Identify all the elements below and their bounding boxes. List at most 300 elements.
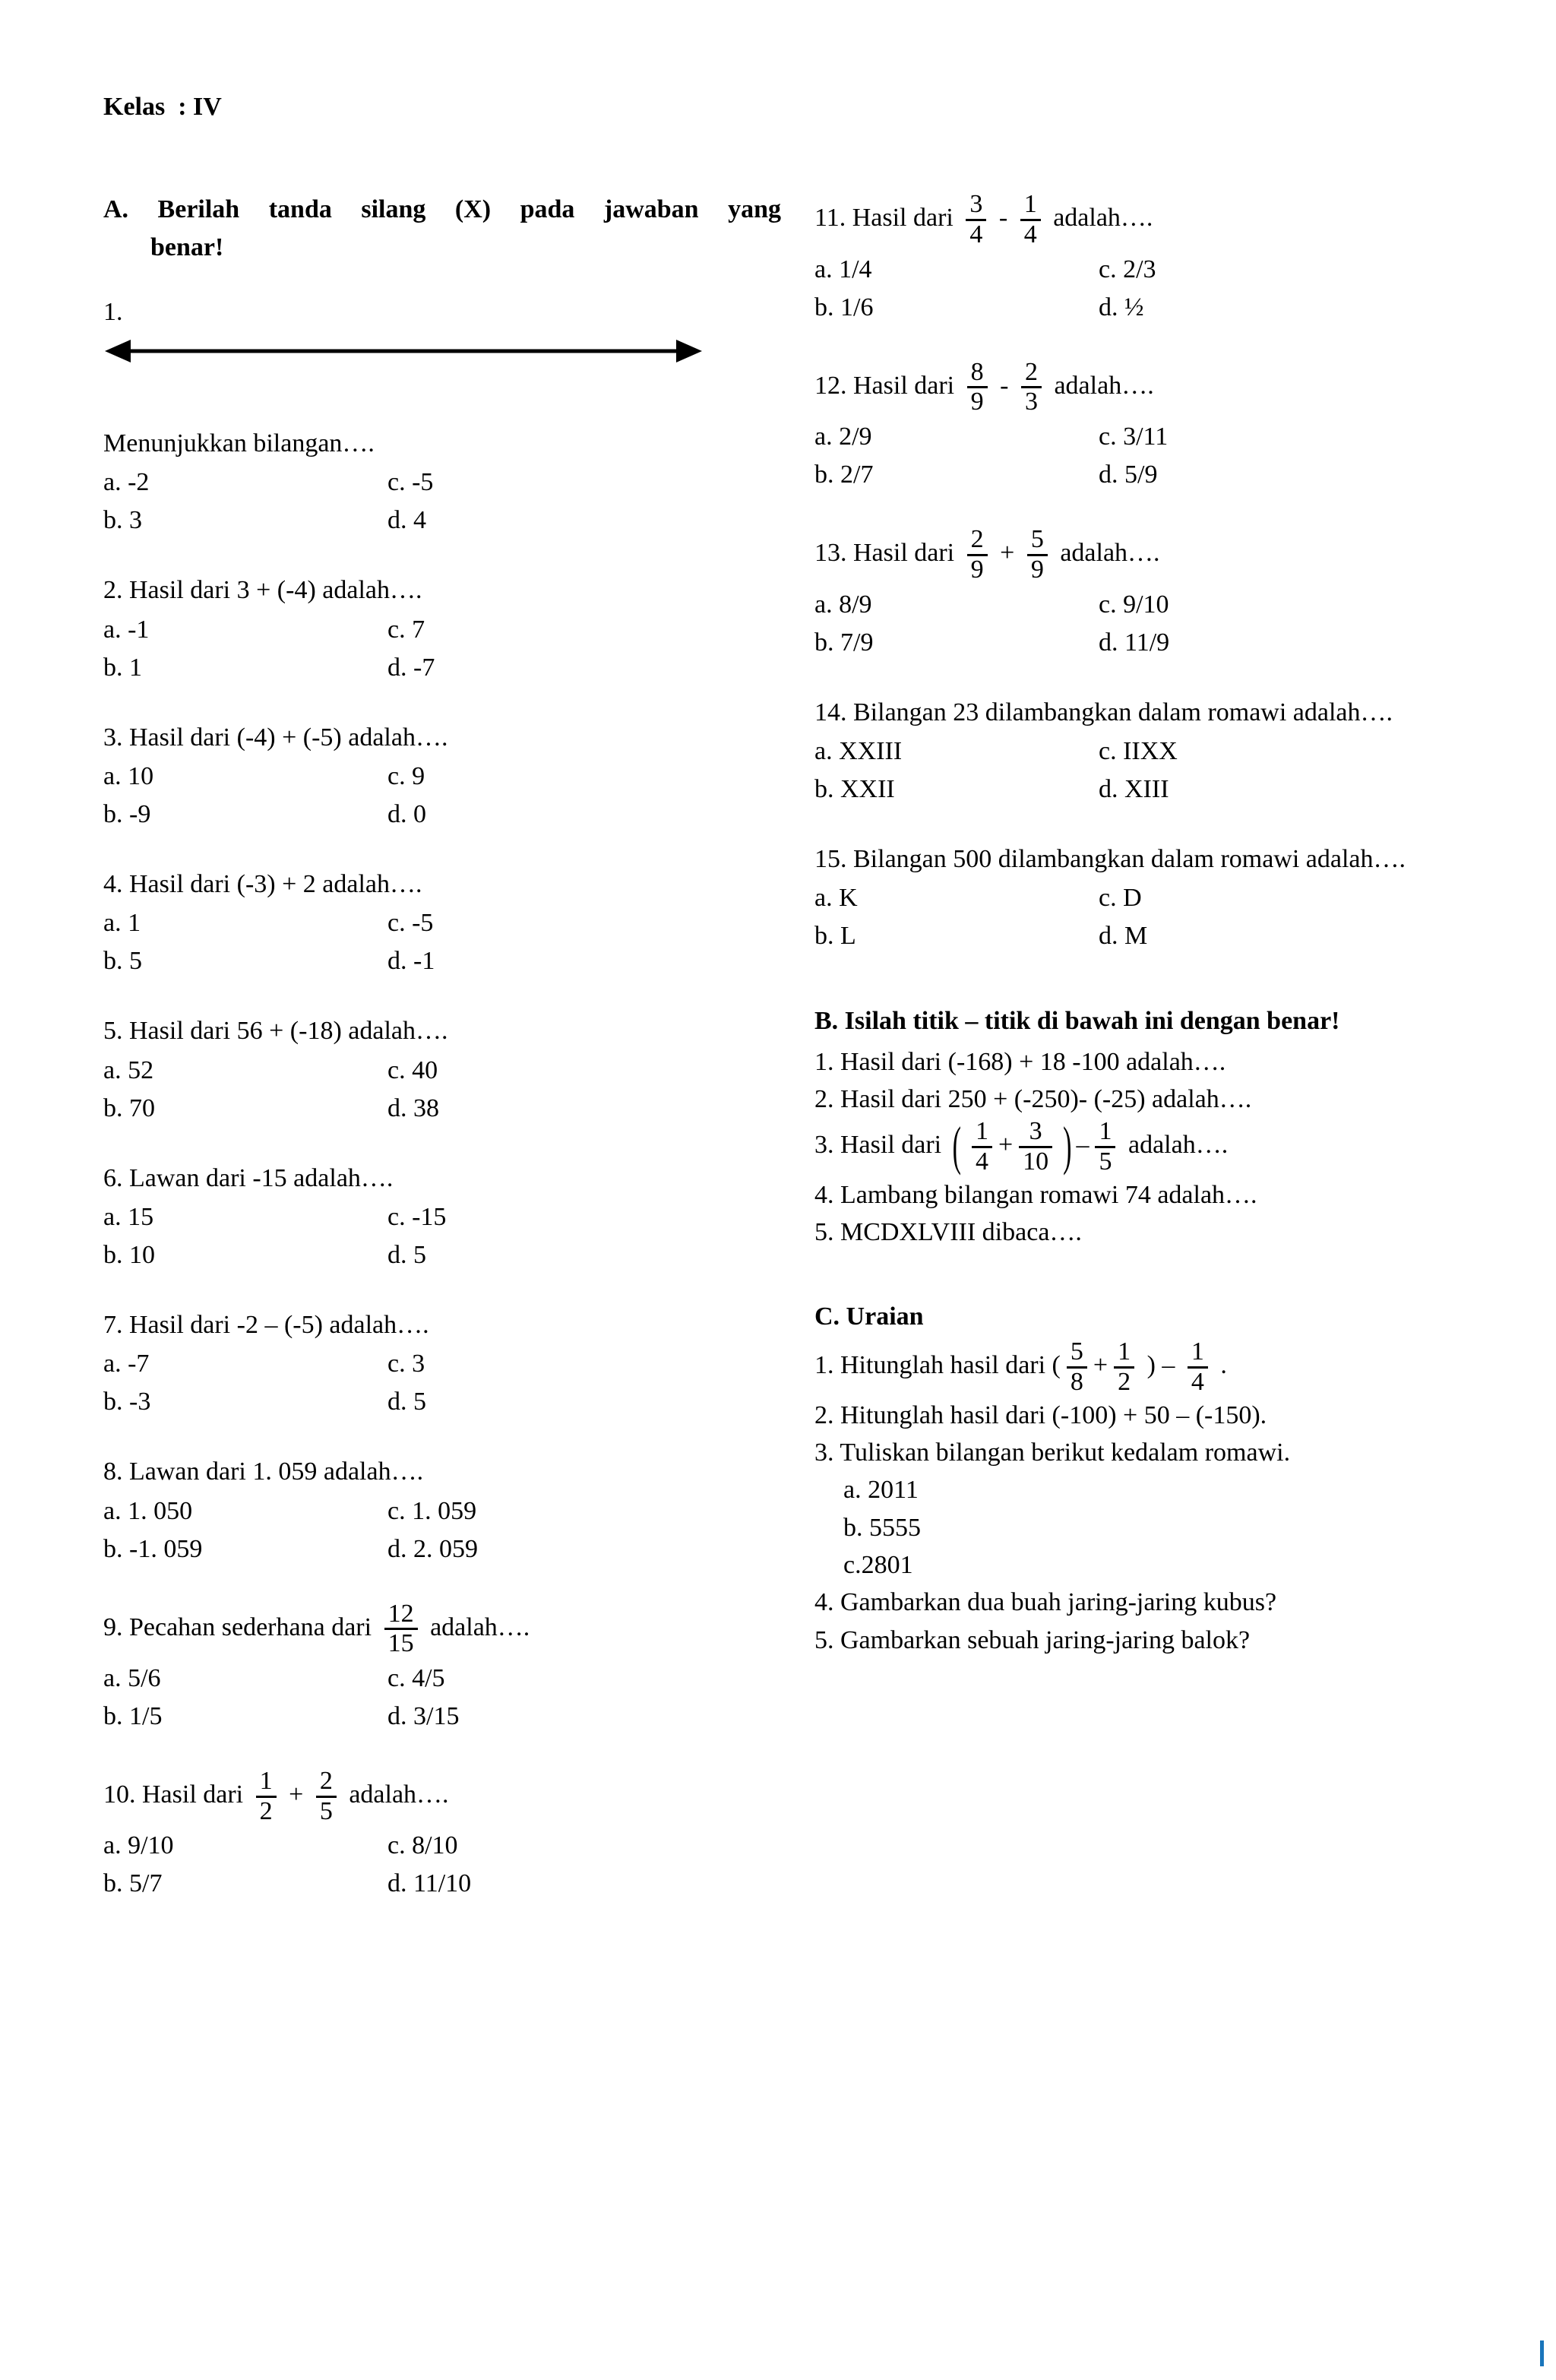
option-letter: d. bbox=[387, 947, 413, 976]
option-letter: b. bbox=[103, 1240, 129, 1269]
option-letter: d. bbox=[387, 1093, 413, 1122]
option-letter: c. bbox=[387, 1664, 413, 1692]
option-letter: a. bbox=[103, 1831, 128, 1860]
answer-option bbox=[387, 1236, 781, 1274]
option-value: 5/9 bbox=[1124, 460, 1158, 489]
text-run: 9. Pecahan sederhana dari bbox=[103, 1613, 378, 1641]
text-run: 6. Lawan dari -15 adalah…. bbox=[103, 1163, 394, 1192]
answer-option bbox=[387, 1698, 781, 1736]
answer-option bbox=[103, 1865, 387, 1903]
section-c-items bbox=[814, 1338, 1483, 1659]
question-block bbox=[103, 866, 781, 980]
fraction bbox=[1019, 1118, 1052, 1176]
option-letter: d. bbox=[1099, 628, 1124, 657]
question-block bbox=[814, 526, 1483, 661]
option-value: 5 bbox=[413, 1240, 426, 1269]
options-grid bbox=[814, 418, 1483, 494]
option-letter: c. bbox=[1099, 736, 1124, 765]
text-run: adalah…. bbox=[1046, 204, 1153, 233]
answer-option bbox=[814, 917, 1099, 955]
option-letter: d. bbox=[387, 1702, 413, 1730]
answer-option bbox=[814, 251, 1099, 289]
option-letter: b. bbox=[103, 1702, 129, 1730]
option-letter: c. bbox=[387, 1496, 413, 1525]
option-letter: a. bbox=[103, 1055, 128, 1084]
option-letter: a. bbox=[814, 590, 840, 619]
section-b-item bbox=[814, 1176, 1483, 1214]
fraction bbox=[1020, 191, 1041, 248]
text-run: c.2801 bbox=[843, 1551, 913, 1580]
section-a-title bbox=[103, 191, 781, 266]
question-block bbox=[103, 1160, 781, 1274]
option-letter: b. bbox=[103, 1388, 129, 1416]
section-b-item bbox=[814, 1118, 1483, 1176]
question-block bbox=[103, 1012, 781, 1127]
option-value: -1 bbox=[128, 615, 150, 644]
option-letter: d. bbox=[387, 800, 413, 829]
option-letter: c. bbox=[387, 468, 413, 497]
option-letter: d. bbox=[1099, 922, 1124, 951]
section-c-item bbox=[814, 1434, 1483, 1471]
option-letter: b. bbox=[103, 947, 129, 976]
answer-option bbox=[387, 1492, 781, 1530]
text-run: 8. Lawan dari 1. 059 adalah…. bbox=[103, 1457, 424, 1486]
option-value: 2/9 bbox=[839, 423, 872, 451]
option-value: 1/6 bbox=[840, 293, 874, 321]
option-letter: d. bbox=[387, 653, 413, 682]
option-value: 70 bbox=[129, 1093, 155, 1122]
section-c-item bbox=[814, 1509, 1483, 1546]
option-value: 11/9 bbox=[1124, 628, 1170, 657]
options-grid bbox=[103, 1052, 781, 1128]
option-value: 2/3 bbox=[1123, 255, 1156, 283]
text-run: adalah…. bbox=[342, 1780, 449, 1809]
text-run: - bbox=[992, 204, 1014, 233]
blue-cursor-mark bbox=[1540, 2340, 1544, 2366]
answer-option bbox=[387, 502, 781, 540]
option-letter: b. bbox=[814, 293, 840, 321]
answer-option bbox=[1099, 289, 1483, 327]
section-b-item bbox=[814, 1214, 1483, 1251]
answer-option bbox=[103, 649, 387, 687]
fraction-numerator: 2 bbox=[319, 1767, 333, 1795]
options-grid bbox=[103, 1198, 781, 1274]
text-run: 1. Hasil dari (-168) + 18 -100 adalah…. bbox=[814, 1047, 1226, 1076]
answer-option bbox=[814, 733, 1099, 771]
answer-option bbox=[1099, 917, 1483, 955]
question-block bbox=[814, 840, 1483, 955]
option-letter: b. bbox=[103, 506, 129, 535]
section-c-item bbox=[814, 1584, 1483, 1621]
option-letter: c. bbox=[387, 1202, 413, 1231]
text-run: + bbox=[993, 539, 1021, 568]
option-value: 10 bbox=[129, 1240, 155, 1269]
option-letter: d. bbox=[387, 506, 413, 535]
option-value: 7/9 bbox=[840, 628, 874, 657]
question-prompt bbox=[103, 1600, 781, 1658]
answer-option bbox=[814, 456, 1099, 494]
option-letter: b. bbox=[814, 628, 840, 657]
fraction-denominator: 5 bbox=[1095, 1146, 1115, 1176]
option-letter: a. bbox=[814, 255, 840, 283]
fraction bbox=[384, 1600, 418, 1658]
option-letter: a. bbox=[103, 762, 128, 791]
answer-option bbox=[103, 1492, 387, 1530]
option-value: M bbox=[1124, 922, 1148, 951]
answer-option bbox=[387, 942, 781, 980]
fraction-numerator: 8 bbox=[970, 357, 984, 386]
fraction-denominator: 15 bbox=[384, 1628, 418, 1658]
text-run: + bbox=[1093, 1351, 1108, 1380]
option-letter: a. bbox=[814, 884, 840, 913]
option-value: 1/4 bbox=[839, 255, 872, 283]
answer-option bbox=[814, 624, 1099, 662]
option-value: 8/9 bbox=[839, 590, 872, 619]
option-value: 15 bbox=[128, 1202, 154, 1231]
answer-option bbox=[387, 1345, 781, 1383]
fraction-numerator: 1 bbox=[1023, 190, 1037, 219]
fraction-denominator: 2 bbox=[1114, 1366, 1134, 1397]
option-letter: b. bbox=[814, 460, 840, 489]
option-value: 9 bbox=[412, 762, 425, 791]
fraction bbox=[1114, 1338, 1134, 1396]
option-value: 1 bbox=[128, 909, 141, 938]
section-b-items bbox=[814, 1043, 1483, 1252]
option-value: XXIII bbox=[839, 736, 903, 765]
fraction-numerator: 1 bbox=[1191, 1337, 1204, 1366]
fraction-numerator: 1 bbox=[1099, 1117, 1112, 1146]
text-run: + bbox=[282, 1780, 310, 1809]
option-value: 3 bbox=[412, 1350, 425, 1378]
options-grid bbox=[103, 464, 781, 540]
question-prompt bbox=[103, 1160, 781, 1197]
fraction-denominator: 9 bbox=[967, 386, 988, 416]
answer-option bbox=[387, 1827, 781, 1865]
answer-option bbox=[387, 1052, 781, 1090]
option-value: 2. 059 bbox=[413, 1534, 478, 1563]
question-block bbox=[103, 293, 781, 540]
question-prompt bbox=[103, 719, 781, 756]
text-run: 4. Gambarkan dua buah jaring-jaring kubus? bbox=[814, 1588, 1277, 1617]
fraction-denominator: 4 bbox=[1188, 1366, 1208, 1397]
answer-option bbox=[387, 1660, 781, 1698]
option-letter: b. bbox=[103, 653, 129, 682]
options-grid bbox=[103, 1660, 781, 1736]
option-value: IIXX bbox=[1123, 736, 1178, 765]
answer-option bbox=[103, 942, 387, 980]
text-run: . bbox=[1213, 1351, 1227, 1380]
class-header: Kelas : IV bbox=[103, 93, 222, 121]
option-value: XIII bbox=[1124, 774, 1169, 803]
option-letter: c. bbox=[387, 1055, 413, 1084]
option-letter: c. bbox=[1099, 884, 1124, 913]
text-run: 13. Hasil dari bbox=[814, 539, 961, 568]
option-letter: b. bbox=[103, 1093, 129, 1122]
option-letter: c. bbox=[387, 1831, 413, 1860]
options-grid bbox=[814, 251, 1483, 327]
option-value: 3/11 bbox=[1123, 423, 1169, 451]
text-run: 3. Tuliskan bilangan berikut kedalam romawi. bbox=[814, 1438, 1291, 1467]
answer-option bbox=[1099, 586, 1483, 624]
question-prompt bbox=[814, 526, 1483, 584]
text-run: Menunjukkan bilangan…. bbox=[103, 429, 375, 458]
option-letter: d. bbox=[387, 1534, 413, 1563]
answer-option bbox=[103, 502, 387, 540]
answer-option bbox=[1099, 879, 1483, 917]
answer-option bbox=[103, 758, 387, 796]
questions-1-to-10 bbox=[103, 293, 781, 1904]
option-letter: c. bbox=[1099, 423, 1124, 451]
question-prompt bbox=[814, 840, 1483, 878]
answer-option bbox=[103, 1383, 387, 1421]
option-value: 10 bbox=[128, 762, 154, 791]
question-block bbox=[103, 719, 781, 834]
fraction-numerator: 3 bbox=[969, 190, 983, 219]
fraction-numerator: 2 bbox=[1024, 357, 1038, 386]
answer-option bbox=[387, 904, 781, 942]
fraction-numerator: 2 bbox=[970, 525, 984, 554]
fraction bbox=[1188, 1338, 1208, 1396]
options-grid bbox=[814, 879, 1483, 955]
section-c bbox=[814, 1298, 1483, 1659]
option-value: -5 bbox=[412, 909, 434, 938]
right-column bbox=[814, 191, 1483, 1659]
text-run: 14. Bilangan 23 dilambangkan dalam romawi adalah…. bbox=[814, 698, 1393, 726]
text-run: adalah…. bbox=[1053, 539, 1160, 568]
option-value: 7 bbox=[412, 615, 425, 644]
option-letter: c. bbox=[387, 615, 413, 644]
option-value: ½ bbox=[1124, 293, 1144, 321]
number-line-arrow bbox=[103, 334, 781, 369]
option-value: -7 bbox=[128, 1350, 150, 1378]
fraction-numerator: 1 bbox=[1118, 1337, 1131, 1366]
question-prompt bbox=[103, 1306, 781, 1343]
answer-option bbox=[387, 1090, 781, 1128]
options-grid bbox=[103, 1345, 781, 1421]
options-grid bbox=[814, 733, 1483, 809]
option-value: K bbox=[839, 884, 858, 913]
option-letter: a. bbox=[103, 1496, 128, 1525]
option-letter: c. bbox=[1099, 590, 1124, 619]
option-letter: d. bbox=[387, 1388, 413, 1416]
option-value: 3 bbox=[129, 506, 142, 535]
options-grid bbox=[103, 904, 781, 980]
option-letter: a. bbox=[814, 423, 840, 451]
option-letter: c. bbox=[387, 909, 413, 938]
fraction-denominator: 5 bbox=[316, 1796, 337, 1826]
fraction-denominator: 3 bbox=[1021, 386, 1042, 416]
section-c-title: C. Uraian bbox=[814, 1302, 924, 1331]
option-letter: b. bbox=[103, 1534, 129, 1563]
large-parenthesis: ) bbox=[1063, 1117, 1072, 1176]
question-block bbox=[814, 359, 1483, 494]
option-letter: d. bbox=[1099, 460, 1124, 489]
answer-option bbox=[103, 1345, 387, 1383]
text-run: 15. Bilangan 500 dilambangkan dalam romawi adalah…. bbox=[814, 844, 1406, 873]
fraction bbox=[1067, 1338, 1087, 1396]
fraction-denominator: 10 bbox=[1019, 1146, 1052, 1176]
fraction-denominator: 2 bbox=[256, 1796, 277, 1826]
question-prompt bbox=[814, 694, 1483, 731]
option-letter: a. bbox=[103, 909, 128, 938]
option-value: 9/10 bbox=[1123, 590, 1169, 619]
question-prompt bbox=[814, 359, 1483, 416]
section-a-title-line2: benar! bbox=[150, 233, 224, 261]
text-run: 1. Hitunglah hasil dari ( bbox=[814, 1351, 1061, 1380]
option-letter: d. bbox=[1099, 293, 1124, 321]
fraction-denominator: 8 bbox=[1067, 1366, 1087, 1397]
fraction bbox=[972, 1118, 992, 1176]
option-value: -1. 059 bbox=[129, 1534, 203, 1563]
option-value: 5/7 bbox=[129, 1869, 163, 1898]
fraction-denominator: 4 bbox=[972, 1146, 992, 1176]
fraction bbox=[1027, 526, 1048, 584]
text-run: 7. Hasil dari -2 – (-5) adalah…. bbox=[103, 1310, 429, 1339]
option-value: 5/6 bbox=[128, 1664, 161, 1692]
option-value: 4 bbox=[413, 506, 426, 535]
answer-option bbox=[387, 649, 781, 687]
answer-option bbox=[387, 758, 781, 796]
answer-option bbox=[103, 611, 387, 649]
option-value: 2/7 bbox=[840, 460, 874, 489]
question-prompt bbox=[103, 866, 781, 903]
option-letter: c. bbox=[1099, 255, 1124, 283]
text-run: 11. Hasil dari bbox=[814, 204, 960, 233]
option-letter: a. bbox=[103, 1664, 128, 1692]
question-block bbox=[103, 571, 781, 686]
fraction bbox=[256, 1768, 277, 1825]
answer-option bbox=[103, 1052, 387, 1090]
answer-option bbox=[103, 1827, 387, 1865]
answer-option bbox=[1099, 251, 1483, 289]
answer-option bbox=[103, 1698, 387, 1736]
section-c-item bbox=[814, 1471, 1483, 1508]
fraction bbox=[966, 191, 986, 248]
answer-option bbox=[387, 1865, 781, 1903]
fraction-numerator: 5 bbox=[1030, 525, 1044, 554]
fraction-denominator: 4 bbox=[966, 219, 986, 249]
section-b-item bbox=[814, 1043, 1483, 1081]
option-letter: a. bbox=[814, 736, 840, 765]
section-b-title: B. Isilah titik – titik di bawah ini dengan benar! bbox=[814, 1007, 1340, 1036]
fraction-numerator: 3 bbox=[1029, 1117, 1042, 1146]
option-value: D bbox=[1123, 884, 1142, 913]
options-grid bbox=[103, 758, 781, 834]
option-value: 52 bbox=[128, 1055, 154, 1084]
options-grid bbox=[103, 1827, 781, 1903]
answer-option bbox=[103, 464, 387, 502]
question-number: 1. bbox=[103, 297, 123, 326]
option-value: 8/10 bbox=[412, 1831, 458, 1860]
answer-option bbox=[1099, 733, 1483, 771]
option-letter: d. bbox=[387, 1869, 413, 1898]
fraction bbox=[316, 1768, 337, 1825]
fraction bbox=[967, 359, 988, 416]
answer-option bbox=[814, 289, 1099, 327]
option-letter: c. bbox=[387, 1350, 413, 1378]
option-value: 9/10 bbox=[128, 1831, 174, 1860]
text-run: 2. Hasil dari 250 + (-250)- (-25) adalah…. bbox=[814, 1084, 1252, 1113]
fraction bbox=[1021, 359, 1042, 416]
section-a-title-line1: A. Berilah tanda silang (X) pada jawaban yang bbox=[103, 195, 781, 224]
option-value: -15 bbox=[412, 1202, 447, 1231]
options-grid bbox=[103, 611, 781, 687]
option-value: 1. 059 bbox=[412, 1496, 477, 1525]
question-block bbox=[814, 191, 1483, 326]
answer-option bbox=[814, 771, 1099, 809]
option-value: 4/5 bbox=[412, 1664, 445, 1692]
option-value: -2 bbox=[128, 468, 150, 497]
question-block bbox=[103, 1453, 781, 1568]
fraction-numerator: 12 bbox=[387, 1599, 414, 1628]
option-value: 0 bbox=[413, 800, 426, 829]
options-grid bbox=[814, 586, 1483, 662]
answer-option bbox=[814, 418, 1099, 456]
fraction-denominator: 4 bbox=[1020, 219, 1041, 249]
option-letter: a. bbox=[103, 468, 128, 497]
option-letter: a. bbox=[103, 1202, 128, 1231]
section-c-item bbox=[814, 1546, 1483, 1584]
text-run: adalah…. bbox=[1121, 1131, 1229, 1160]
option-value: -5 bbox=[412, 468, 434, 497]
option-letter: d. bbox=[387, 1240, 413, 1269]
fraction-denominator: 9 bbox=[967, 554, 988, 584]
section-c-item bbox=[814, 1397, 1483, 1434]
option-value: -9 bbox=[129, 800, 151, 829]
question-prompt bbox=[103, 1453, 781, 1490]
option-value: 38 bbox=[413, 1093, 439, 1122]
option-letter: b. bbox=[103, 800, 129, 829]
fraction-numerator: 1 bbox=[975, 1117, 988, 1146]
question-block bbox=[103, 1768, 781, 1903]
answer-option bbox=[1099, 418, 1483, 456]
option-letter: b. bbox=[814, 774, 840, 803]
answer-option bbox=[103, 796, 387, 834]
option-value: -1 bbox=[413, 947, 435, 976]
question-prompt bbox=[814, 191, 1483, 248]
answer-option bbox=[1099, 771, 1483, 809]
two-column-layout bbox=[103, 191, 1510, 1935]
answer-option bbox=[103, 904, 387, 942]
fraction-denominator: 9 bbox=[1027, 554, 1048, 584]
option-value: XXII bbox=[840, 774, 895, 803]
text-run: ) – bbox=[1140, 1351, 1181, 1380]
section-c-item bbox=[814, 1622, 1483, 1659]
text-run: 5. Hasil dari 56 + (-18) adalah…. bbox=[103, 1017, 448, 1046]
option-letter: a. bbox=[103, 1350, 128, 1378]
question-prompt bbox=[103, 571, 781, 609]
answer-option bbox=[1099, 456, 1483, 494]
text-run: a. 2011 bbox=[843, 1476, 919, 1505]
answer-option bbox=[387, 1383, 781, 1421]
text-run: adalah…. bbox=[423, 1613, 530, 1641]
fraction-numerator: 5 bbox=[1070, 1337, 1083, 1366]
option-letter: b. bbox=[814, 922, 840, 951]
text-run: 4. Hasil dari (-3) + 2 adalah…. bbox=[103, 870, 422, 899]
text-run: 5. Gambarkan sebuah jaring-jaring balok? bbox=[814, 1625, 1251, 1654]
text-run: 3. Hasil dari (-4) + (-5) adalah…. bbox=[103, 723, 448, 752]
text-run: 12. Hasil dari bbox=[814, 371, 961, 400]
answer-option bbox=[814, 879, 1099, 917]
answer-option bbox=[814, 586, 1099, 624]
option-value: L bbox=[840, 922, 856, 951]
answer-option bbox=[387, 464, 781, 502]
option-value: 11/10 bbox=[413, 1869, 472, 1898]
text-run: 4. Lambang bilangan romawi 74 adalah…. bbox=[814, 1180, 1257, 1209]
answer-option bbox=[103, 1660, 387, 1698]
option-letter: c. bbox=[387, 762, 413, 791]
large-parenthesis: ( bbox=[952, 1117, 961, 1176]
